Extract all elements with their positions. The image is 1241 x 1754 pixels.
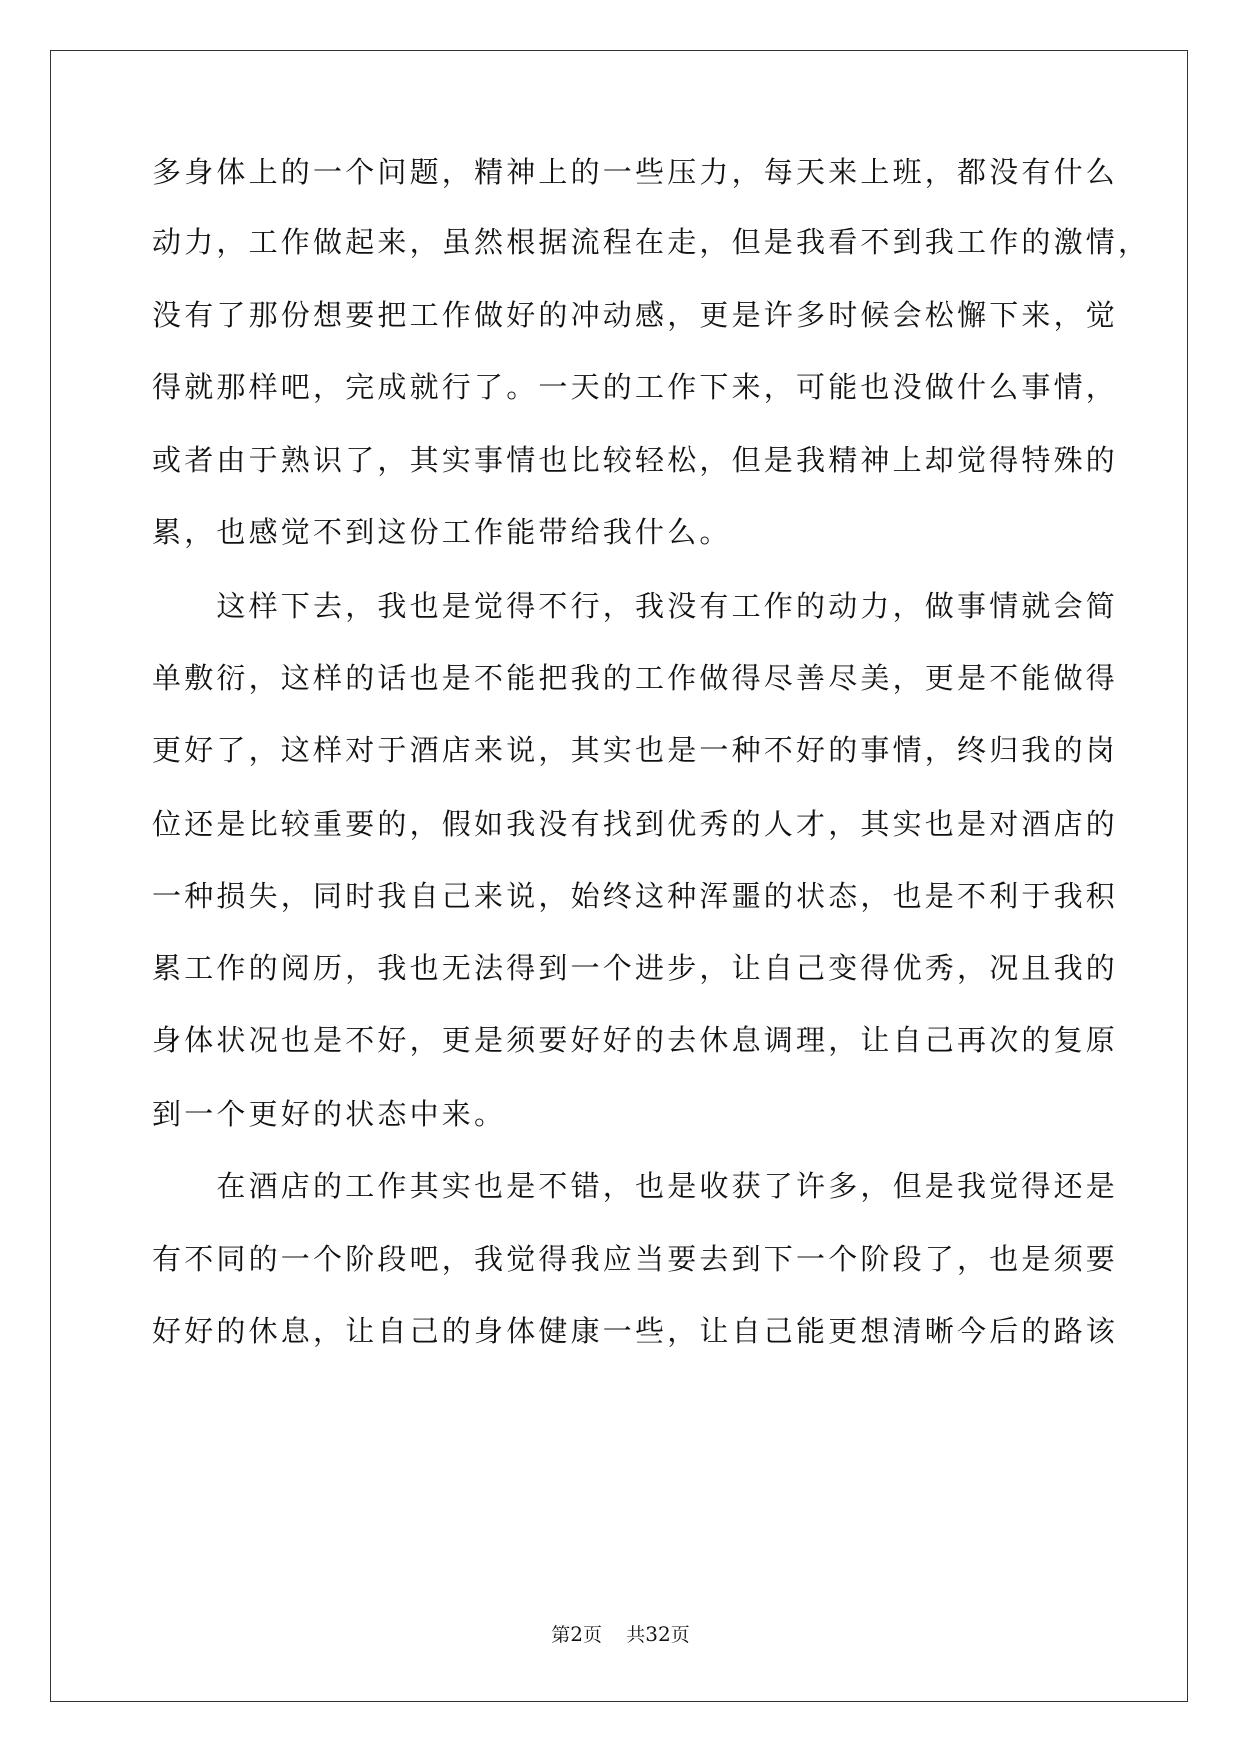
text-line: 或者由于熟识了，其实事情也比较轻松，但是我精神上却觉得特殊的: [152, 443, 1119, 477]
text-line: 得就那样吧，完成就行了。一天的工作下来，可能也没做什么事情，: [152, 370, 1119, 404]
text-line: 这样下去，我也是觉得不行，我没有工作的动力，做事情就会简: [152, 589, 1119, 623]
text-line: 没有了那份想要把工作做好的冲动感，更是许多时候会松懈下来，觉: [152, 298, 1119, 332]
text-line: 更好了，这样对于酒店来说，其实也是一种不好的事情，终归我的岗: [152, 733, 1119, 767]
text-line: 动力，工作做起来，虽然根据流程在走，但是我看不到我工作的激情，: [152, 225, 1151, 259]
total-label-suffix: 页: [670, 1624, 690, 1646]
text-line: 在酒店的工作其实也是不错，也是收获了许多，但是我觉得还是: [152, 1169, 1119, 1203]
page-number: 2: [570, 1622, 584, 1646]
text-line: 身体状况也是不好，更是须要好好的去休息调理，让自己再次的复原: [152, 1023, 1119, 1057]
text-line: 好好的休息，让自己的身体健康一些，让自己能更想清晰今后的路该: [152, 1314, 1119, 1348]
text-line: 累工作的阅历，我也无法得到一个进步，让自己变得优秀，况且我的: [152, 951, 1119, 985]
page-footer: [0, 1622, 1241, 1647]
text-line: 累，也感觉不到这份工作能带给我什么。: [152, 515, 732, 549]
page-label-prefix: 第: [551, 1624, 571, 1646]
text-line: 位还是比较重要的，假如我没有找到优秀的人才，其实也是对酒店的: [152, 807, 1119, 841]
text-line: 单敷衍，这样的话也是不能把我的工作做得尽善尽美，更是不能做得: [152, 661, 1119, 695]
total-pages: 32: [645, 1622, 671, 1646]
text-line: 多身体上的一个问题，精神上的一些压力，每天来上班，都没有什么: [152, 155, 1119, 189]
total-label-prefix: 共: [626, 1624, 646, 1646]
text-line: 到一个更好的状态中来。: [152, 1097, 507, 1131]
page-label-suffix: 页: [583, 1624, 603, 1646]
text-line: 有不同的一个阶段吧，我觉得我应当要去到下一个阶段了，也是须要: [152, 1242, 1119, 1276]
text-line: 一种损失，同时我自己来说，始终这种浑噩的状态，也是不利于我积: [152, 879, 1119, 913]
